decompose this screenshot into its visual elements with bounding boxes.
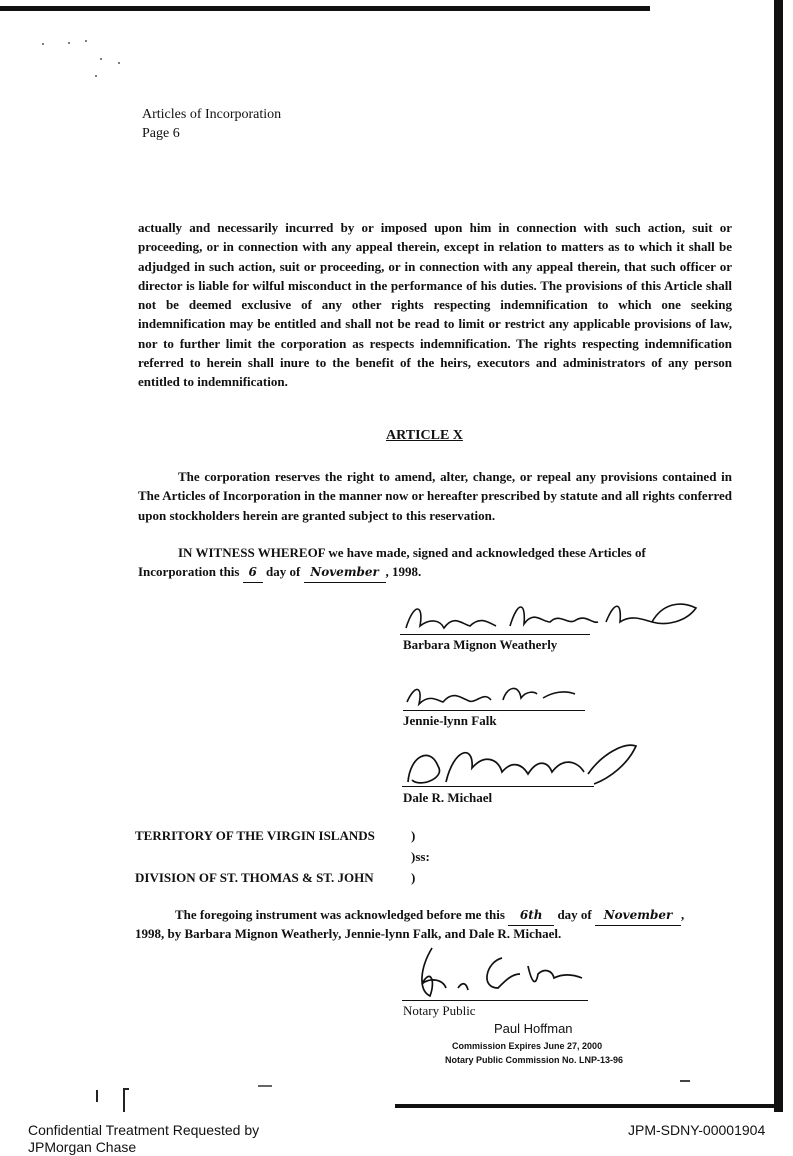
signature-line: [402, 1000, 588, 1001]
scan-mark: [123, 1088, 129, 1090]
ack-prefix: The foregoing instrument was acknowledged before me this: [175, 907, 505, 922]
scan-top-border: [0, 6, 650, 11]
signature-scrawl: [403, 680, 583, 714]
witness-middle: day of: [265, 564, 301, 579]
signature-line: [402, 786, 594, 787]
scan-mark: [680, 1080, 690, 1082]
article-heading: ARTICLE X: [386, 428, 463, 443]
ack-middle: day of: [557, 907, 592, 922]
witness-month: November: [304, 563, 386, 583]
witness-prefix: Incorporation this: [138, 564, 240, 579]
scan-speck: [100, 58, 102, 60]
acknowledgment-line: [175, 905, 684, 926]
signature-scrawl: [402, 944, 602, 1006]
venue-bracket: ): [411, 828, 416, 843]
witness-day: 6: [243, 563, 263, 583]
indemnification-paragraph: actually and necessarily incurred by or imposed upon him in connection with such action, suit or proceeding, or in connection with any appeal therein, except in relation to matters as to which it shall be adjudged in such action, suit or proceeding, or in connection with any appeal therein, that such officer or director is liable for wilful misconduct in the performance of his duties. The provisions of this Article shall not be deemed exclusive of any other rights respecting indemnification to which one seeking indemnification may be entitled and shall not be read to limit or restrict any applicable provisions of law, nor to further limit the corporation as respects indemnification. The rights respecting indemnification referred to herein shall inure to the benefit of the heirs, executors and administrators of any person entitled to indemnification.: [138, 220, 732, 390]
acknowledgment-parties: 1998, by Barbara Mignon Weatherly, Jennie-lynn Falk, and Dale R. Michael.: [135, 926, 562, 941]
scan-speck: [68, 42, 70, 44]
scan-speck: [118, 62, 120, 64]
signature-line: [403, 710, 585, 711]
notary-label: Notary Public: [403, 1003, 476, 1018]
scan-speck: [85, 40, 87, 42]
scan-speck: [42, 43, 44, 45]
witness-date-line: [138, 562, 421, 583]
footer-confidential-line2: JPMorgan Chase: [28, 1139, 137, 1155]
document-title: Articles of Incorporation: [142, 107, 282, 122]
notary-commission-number: Notary Public Commission No. LNP-13-96: [445, 1055, 624, 1065]
notary-name: Paul Hoffman: [494, 1021, 573, 1036]
signature-scrawl: [402, 738, 642, 796]
page-number: Page 6: [142, 126, 180, 141]
ack-end: ,: [681, 907, 685, 922]
scan-bottom-border: [395, 1104, 780, 1108]
venue-bracket: ): [411, 870, 416, 885]
notary-commission-expires: Commission Expires June 27, 2000: [452, 1041, 603, 1051]
venue-division: DIVISION OF ST. THOMAS & ST. JOHN: [135, 870, 374, 885]
venue-territory: TERRITORY OF THE VIRGIN ISLANDS: [135, 828, 375, 843]
ack-day: 6th: [508, 906, 554, 926]
venue-ss: )ss:: [411, 849, 430, 864]
scan-right-border: [774, 0, 783, 1112]
witness-year: , 1998.: [385, 564, 422, 579]
footer-bates-number: JPM-SDNY-00001904: [628, 1122, 766, 1138]
signer-name: Jennie-lynn Falk: [403, 713, 497, 728]
signer-name: Barbara Mignon Weatherly: [403, 637, 558, 652]
signer-name: Dale R. Michael: [403, 790, 493, 805]
article-x-paragraph: The corporation reserves the right to amend, alter, change, or repeal any provisions contained in The Articles of Incorporation in the manner now or hereafter prescribed by statute and all rights conferred upon stockholders herein are granted subject to this reservation.: [138, 469, 732, 523]
footer-confidential-line1: Confidential Treatment Requested by: [28, 1122, 260, 1138]
witness-clause: [138, 543, 732, 562]
scan-speck: [95, 75, 97, 77]
scan-mark: [123, 1088, 125, 1112]
scan-mark: [96, 1090, 98, 1102]
signature-line: [400, 634, 590, 635]
ack-month: November: [595, 906, 681, 926]
scan-mark: [258, 1085, 272, 1087]
witness-intro: IN WITNESS WHEREOF we have made, signed and acknowledged these Articles of: [178, 545, 646, 560]
